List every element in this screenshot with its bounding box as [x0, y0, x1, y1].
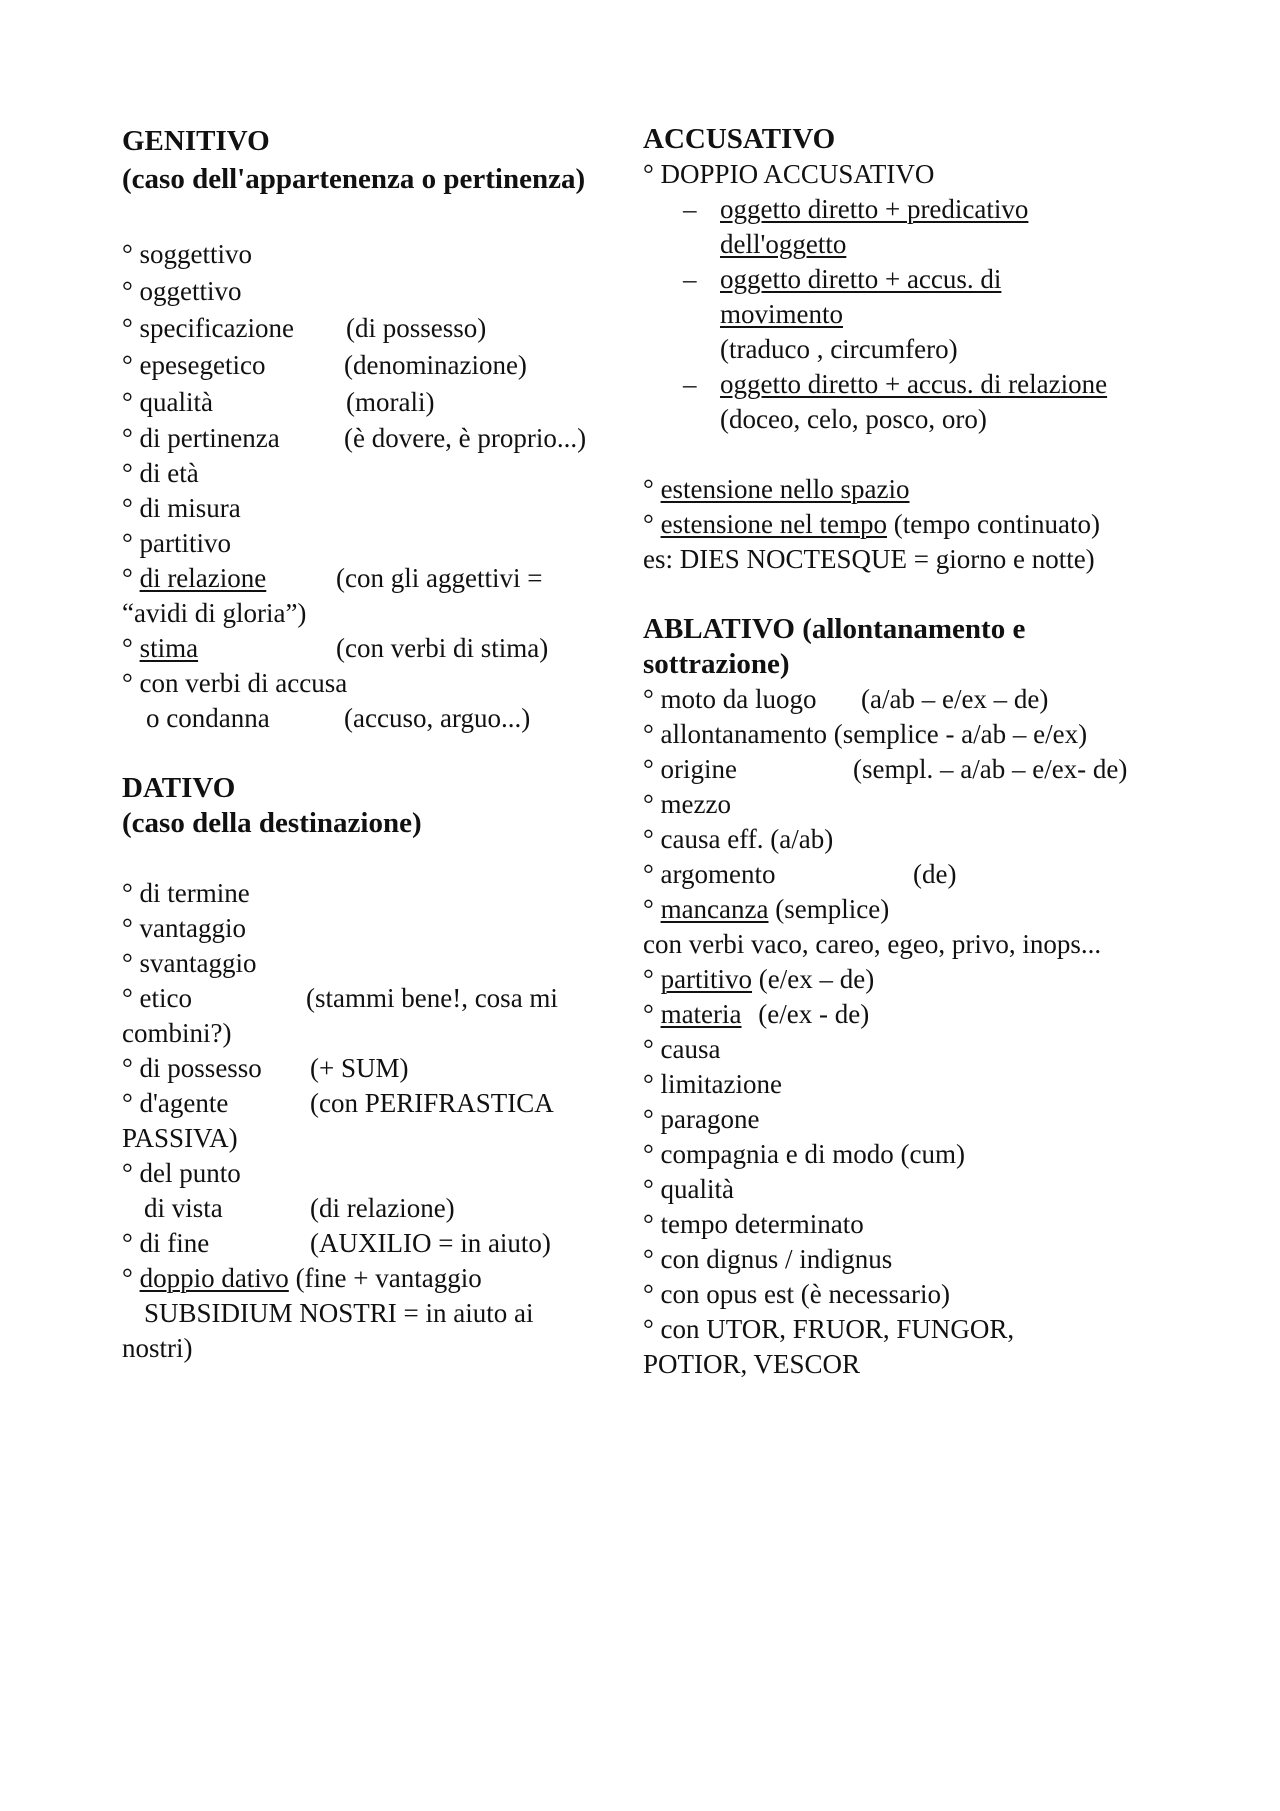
doppio-dativo-label: doppio dativo: [139, 1263, 289, 1293]
genitivo-item: ° soggettivo: [122, 239, 253, 269]
dativo-note: (stammi bene!, cosa mi: [306, 983, 558, 1013]
dativo-etico-cont: combini?): [122, 1018, 232, 1048]
genitivo-relazione-cont: “avidi di gloria”): [122, 598, 307, 628]
ablativo-item: ° argomento: [643, 859, 776, 889]
bullet: °: [643, 509, 654, 539]
partitivo-note: (e/ex – de): [758, 964, 875, 994]
genitivo-note: (di possesso): [346, 313, 487, 343]
genitivo-note: (morali): [346, 387, 435, 417]
dativo-note: (con PERIFRASTICA: [310, 1088, 554, 1118]
genitivo-item: ° di misura: [122, 493, 241, 523]
accusativo-sub: oggetto diretto + accus. di relazione: [720, 369, 1108, 399]
dativo-item: ° di fine: [122, 1228, 210, 1258]
dativo-item: ° etico: [122, 983, 193, 1013]
dativo-title: DATIVO: [122, 772, 236, 804]
bullet: °: [122, 563, 133, 593]
ablativo-item: ° mezzo: [643, 789, 732, 819]
genitivo-item: ° epesegetico: [122, 350, 266, 380]
accusativo-note: (traduco , circumfero): [720, 334, 958, 364]
genitivo-item: ° specificazione: [122, 313, 294, 343]
ablativo-title: ABLATIVO (allontanamento e: [643, 613, 1026, 645]
genitivo-subtitle: (caso dell'appartenenza o pertinenza): [122, 163, 586, 195]
ablativo-item: ° paragone: [643, 1104, 760, 1134]
stima-label: stima: [139, 633, 199, 663]
spazio-label: estensione nello spazio: [660, 474, 910, 504]
ablativo-item: ° compagnia e di modo (cum): [643, 1139, 965, 1169]
tempo-label: estensione nel tempo: [660, 509, 888, 539]
dativo-doppio-cont: nostri): [122, 1333, 193, 1363]
dativo-subtitle: (caso della destinazione): [122, 807, 422, 839]
dativo-item: ° d'agente: [122, 1088, 229, 1118]
genitivo-relazione: [122, 561, 266, 596]
bullet: °: [122, 1263, 133, 1293]
accusativo-sub-cont: dell'oggetto: [720, 229, 847, 259]
dativo-item: ° di termine: [122, 878, 250, 908]
ablativo-item: ° con UTOR, FRUOR, FUNGOR,: [643, 1314, 1015, 1344]
ablativo-partitivo: [643, 962, 874, 997]
dativo-punto-cont: di vista: [144, 1193, 223, 1223]
dativo-agente-cont: PASSIVA): [122, 1123, 238, 1153]
dativo-note: (fine + vantaggio: [295, 1263, 482, 1293]
materia-label: materia: [660, 999, 742, 1029]
dativo-item: ° svantaggio: [122, 948, 257, 978]
materia-note: (e/ex - de): [758, 999, 870, 1029]
genitivo-item: ° qualità: [122, 387, 214, 417]
dativo-doppio: [122, 1261, 482, 1296]
bullet: °: [643, 999, 654, 1029]
ablativo-note: (de): [913, 859, 957, 889]
bullet: °: [643, 894, 654, 924]
accusativo-title: ACCUSATIVO: [643, 123, 836, 155]
tempo-note: (tempo continuato): [893, 509, 1100, 539]
dativo-note: (AUXILIO = in aiuto): [310, 1228, 551, 1258]
ablativo-title-cont: sottrazione): [643, 648, 790, 680]
ablativo-item: ° qualità: [643, 1174, 735, 1204]
partitivo-label: partitivo: [660, 964, 753, 994]
accusativo-spazio: [643, 472, 910, 507]
dash-bullet: –: [683, 194, 697, 224]
ablativo-item: ° con opus est (è necessario): [643, 1279, 950, 1309]
dash-bullet: –: [683, 264, 697, 294]
accusativo-sub: oggetto diretto + accus. di: [720, 264, 1002, 294]
ablativo-item: ° origine: [643, 754, 738, 784]
dativo-note: (+ SUM): [310, 1053, 409, 1083]
ablativo-materia: [643, 997, 869, 1032]
ablativo-item: ° allontanamento (semplice - a/ab – e/ex): [643, 719, 1088, 749]
ablativo-item: ° tempo determinato: [643, 1209, 864, 1239]
genitivo-accusa: ° con verbi di accusa: [122, 668, 348, 698]
accusativo-tempo: [643, 507, 1100, 542]
accusativo-sub: oggetto diretto + predicativo: [720, 194, 1029, 224]
ablativo-item: ° causa: [643, 1034, 721, 1064]
bullet: °: [643, 964, 654, 994]
dativo-item: ° di possesso: [122, 1053, 262, 1083]
ablativo-verbi: con verbi vaco, careo, egeo, privo, inops...: [643, 929, 1102, 959]
ablativo-note: (a/ab – e/ex – de): [861, 684, 1049, 714]
genitivo-stima: [122, 631, 198, 666]
mancanza-label: mancanza: [660, 894, 769, 924]
ablativo-note: (sempl. – a/ab – e/ex- de): [853, 754, 1128, 784]
genitivo-note: (con verbi di stima): [336, 633, 549, 663]
genitivo-note: (è dovere, è proprio...): [344, 423, 587, 453]
dash-bullet: –: [683, 369, 697, 399]
ablativo-mancanza: [643, 892, 889, 927]
genitivo-note: (denominazione): [344, 350, 527, 380]
accusativo-note: (doceo, celo, posco, oro): [720, 404, 987, 434]
bullet: °: [122, 633, 133, 663]
dativo-doppio-cont: SUBSIDIUM NOSTRI = in aiuto ai: [144, 1298, 534, 1328]
ablativo-item-cont: POTIOR, VESCOR: [643, 1349, 861, 1379]
genitivo-item: ° di età: [122, 458, 199, 488]
genitivo-item: ° oggettivo: [122, 276, 242, 306]
dativo-item: ° del punto: [122, 1158, 241, 1188]
dativo-item: ° vantaggio: [122, 913, 247, 943]
genitivo-title: GENITIVO: [122, 125, 270, 157]
genitivo-accusa-cont: o condanna: [146, 703, 270, 733]
relazione-label: di relazione: [139, 563, 267, 593]
genitivo-item: ° di pertinenza: [122, 423, 280, 453]
mancanza-note: (semplice): [775, 894, 890, 924]
genitivo-item: ° partitivo: [122, 528, 232, 558]
accusativo-doppio: ° DOPPIO ACCUSATIVO: [643, 159, 935, 189]
genitivo-note: (accuso, arguo...): [344, 703, 531, 733]
ablativo-item: ° limitazione: [643, 1069, 783, 1099]
accusativo-esempio: es: DIES NOCTESQUE = giorno e notte): [643, 544, 1095, 574]
bullet: °: [643, 474, 654, 504]
ablativo-item: ° moto da luogo: [643, 684, 817, 714]
ablativo-item: ° con dignus / indignus: [643, 1244, 893, 1274]
ablativo-item: ° causa eff. (a/ab): [643, 824, 834, 854]
dativo-note: (di relazione): [310, 1193, 455, 1223]
accusativo-sub-cont: movimento: [720, 299, 843, 329]
genitivo-note: (con gli aggettivi =: [336, 563, 543, 593]
